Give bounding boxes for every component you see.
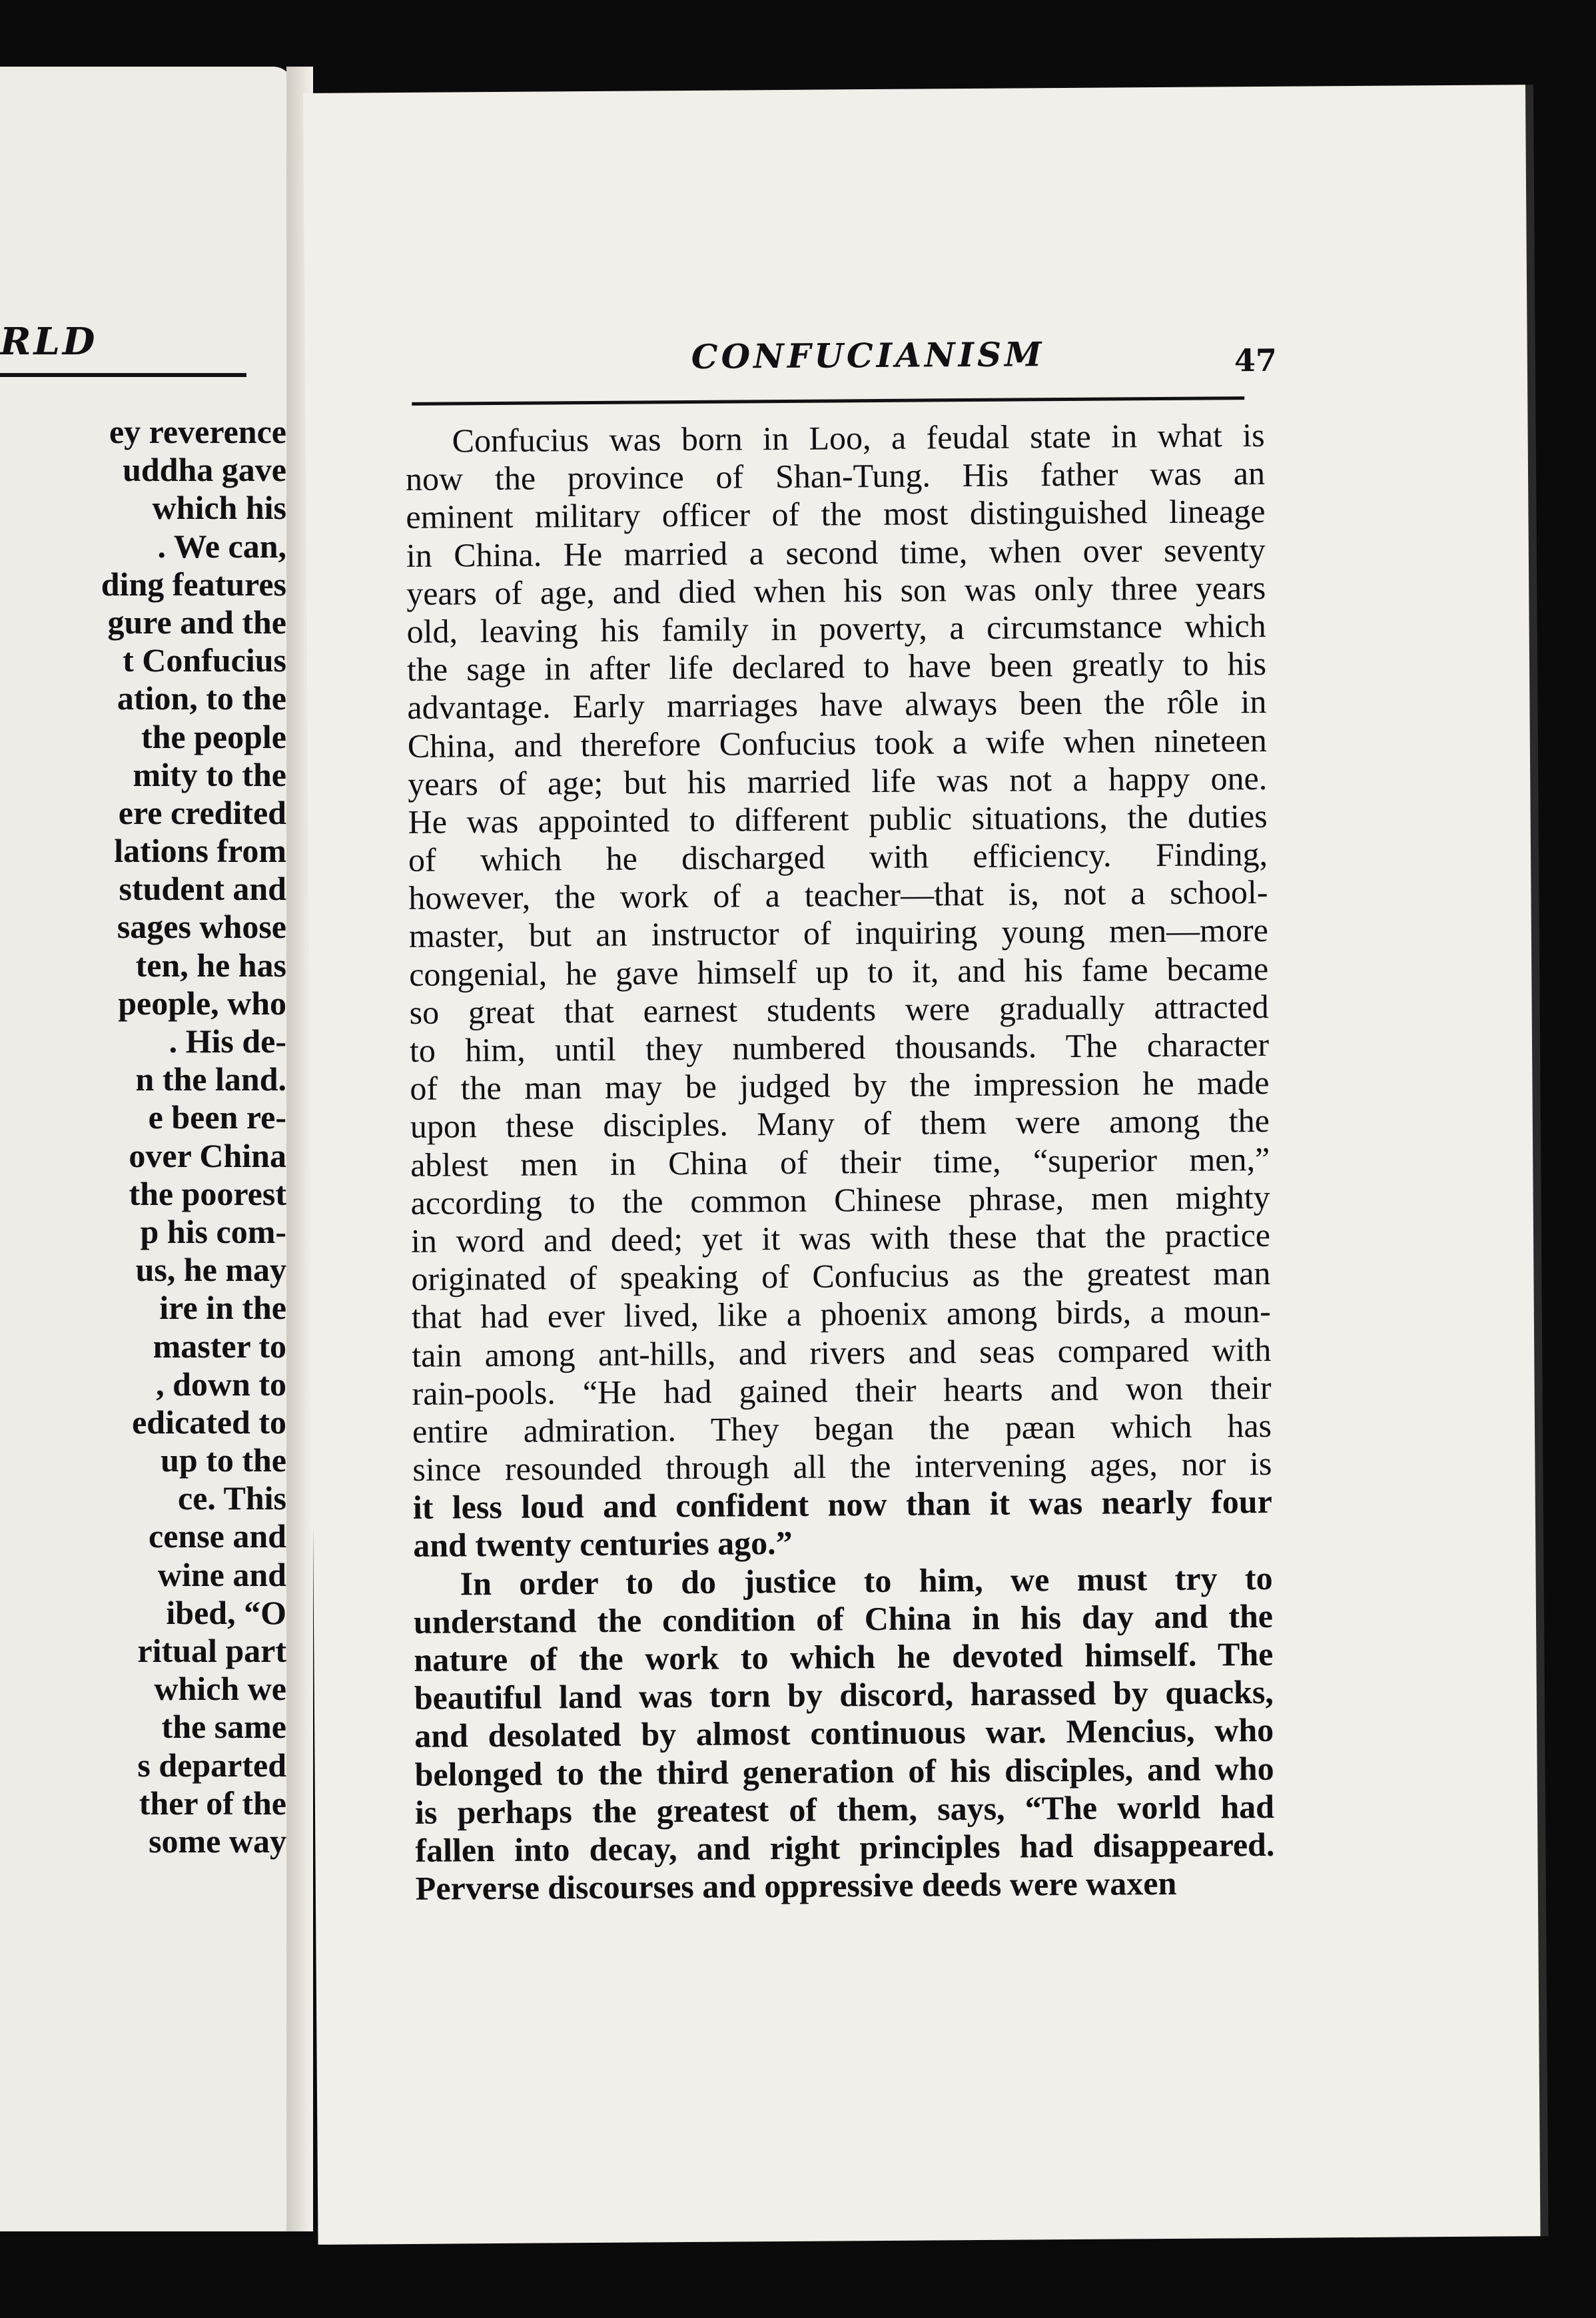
text-line: is perhaps the greatest of them, says, “The world had — [414, 1787, 1275, 1831]
text-line: of the man may be judged by the impression he made — [410, 1064, 1270, 1108]
text-line: belonged to the third generation of his disciples, and who — [414, 1749, 1274, 1793]
text-line: ation, to the — [117, 679, 286, 717]
text-line: lations from — [114, 832, 286, 870]
running-title: CONFUCIANISM — [691, 334, 1045, 376]
text-line: upon these disciples. Many of them were among the — [410, 1102, 1270, 1146]
text-line: up to the — [161, 1441, 286, 1479]
text-line: advantage. Early marriages have always been the rôle in — [407, 683, 1267, 727]
text-line: master to — [153, 1327, 286, 1365]
text-line: n the land. — [135, 1060, 286, 1098]
text-line: In order to do justice to him, we must try to — [460, 1559, 1273, 1603]
text-line: old, leaving his family in poverty, a circumstance which — [406, 606, 1266, 650]
text-line: that had ever lived, like a phoenix among birds, a moun- — [411, 1292, 1271, 1336]
current-page — [303, 85, 1541, 2245]
text-line: He was appointed to different public situations, the duties — [408, 797, 1268, 841]
text-line: the same — [161, 1708, 286, 1746]
text-line: which we — [154, 1670, 286, 1708]
text-line: nature of the work to which he devoted himself. The — [414, 1635, 1274, 1679]
text-line: some way — [149, 1822, 286, 1860]
text-line: entire admiration. They began the pæan which has — [412, 1406, 1272, 1450]
text-line: s departed — [137, 1746, 286, 1784]
text-line: congenial, he gave himself up to it, and his fame became — [409, 949, 1269, 993]
text-line: ce. This — [178, 1479, 286, 1517]
text-line: ere credited — [118, 793, 286, 831]
text-line: ibed, “O — [166, 1593, 286, 1631]
previous-page — [0, 67, 293, 2231]
text-line: wine and — [157, 1555, 286, 1593]
text-line: . His de- — [169, 1022, 286, 1060]
text-line: Confucius was born in Loo, a feudal state in what is — [452, 416, 1265, 460]
text-line: according to the common Chinese phrase, men mighty — [410, 1178, 1270, 1222]
text-line: ire in the — [159, 1289, 286, 1327]
left-header-rule — [0, 373, 246, 377]
page-number: 47 — [1234, 342, 1278, 379]
text-line: rain-pools. “He had gained their hearts and won their — [412, 1368, 1272, 1412]
text-line: ten, he has — [135, 946, 286, 984]
text-line: years of age; but his married life was not a happy one. — [408, 759, 1268, 803]
text-line: e been re- — [148, 1098, 286, 1136]
text-line: so great that earnest students were gradually attracted — [409, 987, 1269, 1031]
text-line: in word and deed; yet it was with these that the practice — [410, 1216, 1271, 1260]
text-line: cense and — [149, 1517, 286, 1555]
text-line: ablest men in China of their time, “superior men,” — [410, 1140, 1270, 1184]
text-line: the people — [141, 717, 286, 755]
text-line: sages whose — [117, 908, 286, 946]
text-line: ritual part — [137, 1632, 286, 1669]
text-line: tain among ant-hills, and rivers and seas compared with — [412, 1330, 1272, 1374]
text-line: the poorest — [129, 1174, 286, 1212]
text-line: uddha gave — [123, 451, 286, 489]
text-line: the sage in after life declared to have been greatly to his — [406, 645, 1267, 689]
text-line: now the province of Shan-Tung. His father was an — [405, 454, 1266, 498]
text-line: , down to — [156, 1365, 286, 1403]
text-line: originated of speaking of Confucius as the greatest man — [411, 1254, 1271, 1298]
text-line: fallen into decay, and right principles had disappeared. — [415, 1825, 1275, 1869]
text-line: student and — [119, 870, 286, 908]
text-line: mity to the — [133, 755, 286, 793]
text-line: since resounded through all the intervening ages, nor is — [412, 1444, 1272, 1488]
text-line: edicated to — [132, 1403, 286, 1441]
text-line: Perverse discourses and oppressive deeds were waxen — [415, 1864, 1177, 1908]
text-line: t Confucius — [123, 641, 286, 679]
text-line: understand the condition of China in his day and the — [413, 1597, 1274, 1641]
text-line: people, who — [118, 984, 286, 1022]
text-line: over China — [129, 1136, 286, 1174]
text-line: p his com- — [140, 1212, 286, 1250]
text-line: to him, until they numbered thousands. The character — [409, 1025, 1270, 1069]
header-rule — [412, 396, 1244, 406]
text-line: China, and therefore Confucius took a wife when nineteen — [407, 721, 1268, 765]
text-line: in China. He married a second time, when over seventy — [406, 530, 1266, 574]
text-line: master, but an instructor of inquiring young men—more — [408, 911, 1269, 955]
text-line: ther of the — [139, 1784, 286, 1822]
text-line: . We can, — [157, 527, 286, 565]
text-line: gure and the — [107, 603, 286, 641]
text-line: and desolated by almost continuous war. Mencius, who — [414, 1711, 1274, 1755]
text-line: of which he discharged with efficiency. Finding, — [408, 835, 1268, 879]
left-page-text — [0, 413, 286, 1860]
text-line: years of age, and died when his son was only three years — [406, 568, 1266, 612]
text-line: eminent military officer of the most distinguished lineage — [406, 492, 1266, 536]
body-text — [405, 416, 1275, 1908]
text-line: however, the work of a teacher—that is, not a school- — [408, 873, 1268, 917]
text-line: it less loud and confident now than it was nearly four — [412, 1483, 1272, 1527]
text-line: which his — [152, 489, 286, 527]
text-line: ding features — [101, 565, 286, 603]
text-line: beautiful land was torn by discord, harassed by quacks, — [414, 1673, 1274, 1717]
text-line: us, he may — [135, 1251, 286, 1289]
left-running-head: RLD — [0, 320, 98, 364]
running-head — [305, 331, 1528, 393]
text-line: and twenty centuries ago.” — [413, 1524, 793, 1565]
text-line: ey reverence — [109, 413, 286, 450]
